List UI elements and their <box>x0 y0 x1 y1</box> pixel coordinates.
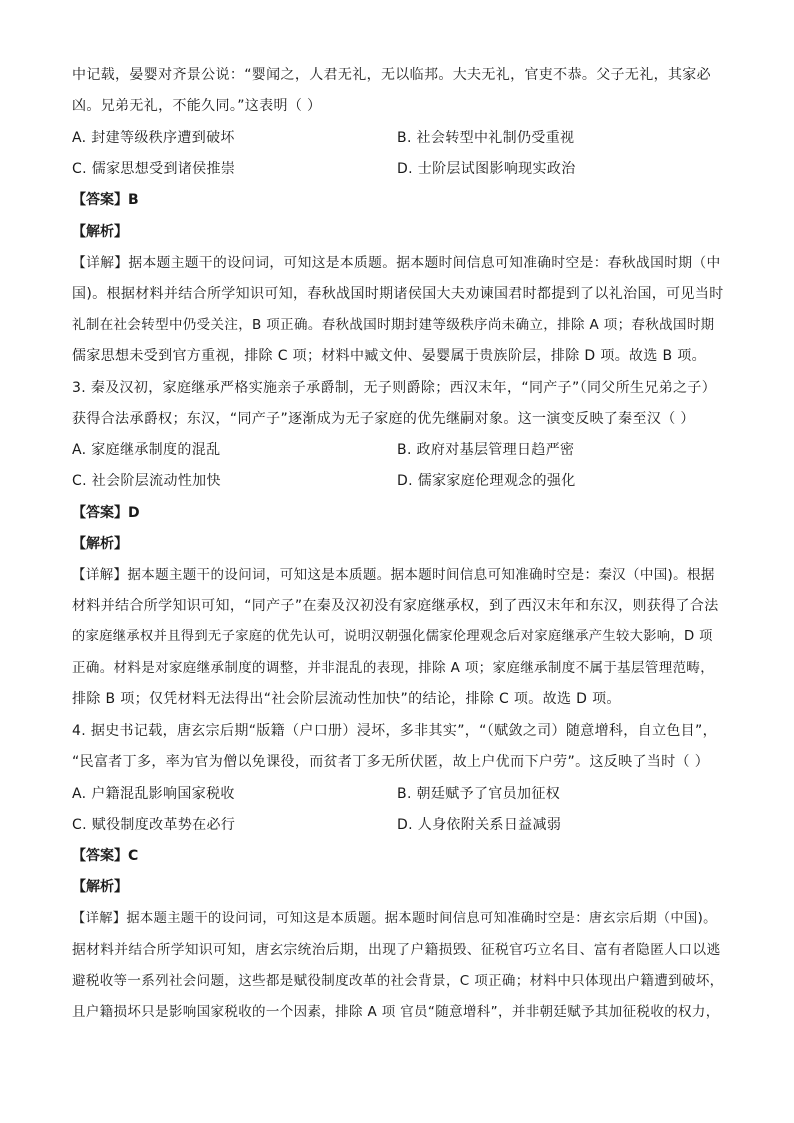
q3-detail-line-1: 【详解】据本题主题干的设问词，可知这是本质题。据本题时间信息可知准确时空是：秦汉（中国)。根据 <box>72 567 715 583</box>
q3-detail-line-3: 的家庭继承权并且得到无子家庭的优先认可，说明汉朝强化儒家伦理观念后对家庭继承产生较大影响，D 项 <box>72 629 713 644</box>
q2-detail-line-2: 国)。根据材料并结合所学知识可知，春秋战国时期诸侯国大夫劝谏国君时都提到了以礼治国，可见当时 <box>72 286 724 302</box>
q4-analysis-label: 【解析】 <box>72 879 128 895</box>
q4-stem-line-1: 4. 据史书记载，唐玄宗后期“版籍（户口册）浸坏，多非其实”，“（赋敛之司）随意增科，自立色目”， <box>72 723 717 739</box>
q4-option-d: D. 人身依附关系日益减弱 <box>397 817 562 833</box>
q2-option-a: A. 封建等级秩序遭到破坏 <box>72 130 235 146</box>
q4-detail-line-1: 【详解】据本题主题干的设问词，可知这是本质题。据本题时间信息可知准确时空是：唐玄宗后期（中国)。 <box>72 911 717 926</box>
q3-option-a: A. 家庭继承制度的混乱 <box>72 442 221 458</box>
q2-detail-line-4: 儒家思想未受到官方重视，排除 C 项；材料中臧文仲、晏婴属于贵族阶层，排除 D 项。故选 B 项。 <box>72 348 707 364</box>
q3-detail-line-4: 正确。材料是对家庭继承制度的调整，并非混乱的表现，排除 A 项；家庭继承制度不属于基层管理范畴， <box>72 660 715 676</box>
q3-stem-line-2: 获得合法承爵权；东汉，“同产子”逐渐成为无子家庭的优先继嗣对象。这一演变反映了秦至汉（ ） <box>72 411 695 427</box>
q4-stem-line-2: “民富者丁多，率为官为僧以免课役，而贫者丁多无所伏匿，故上户优而下户劳”。这反映了当时（ ） <box>72 754 710 770</box>
q2-stem-line-1: 中记载，晏婴对齐景公说：“婴闻之，人君无礼，无以临邦。大夫无礼，官吏不恭。父子无礼，其家必 <box>72 67 711 83</box>
q2-option-d: D. 士阶层试图影响现实政治 <box>397 161 576 177</box>
q2-option-b: B. 社会转型中礼制仍受重视 <box>397 130 575 146</box>
q3-option-c: C. 社会阶层流动性加快 <box>72 473 221 489</box>
q4-option-c: C. 赋役制度改革势在必行 <box>72 817 236 833</box>
q2-detail-line-1: 【详解】据本题主题干的设问词，可知这是本质题。据本题时间信息可知准确时空是：春秋战国时期（中 <box>72 255 721 271</box>
q4-option-a: A. 户籍混乱影响国家税收 <box>72 786 235 802</box>
q3-detail-line-2: 材料并结合所学知识可知，“同产子”在秦及汉初没有家庭继承权，到了西汉末年和东汉，则获得了合法 <box>72 598 719 614</box>
q4-detail-line-2: 据材料并结合所学知识可知，唐玄宗统治后期，出现了户籍损毁、征税官巧立名目、富有者隐匿人口以逃 <box>72 942 721 958</box>
q3-option-d: D. 儒家家庭伦理观念的强化 <box>397 473 576 489</box>
q3-analysis-label: 【解析】 <box>72 536 128 552</box>
q3-option-b: B. 政府对基层管理日趋严密 <box>397 442 575 458</box>
q4-detail-line-3: 避税收等一系列社会问题，这些都是赋役制度改革的社会背景，C 项正确；材料中只体现出户籍遭到破坏， <box>72 973 724 989</box>
q2-analysis-label: 【解析】 <box>72 224 128 240</box>
q2-answer: 【答案】B <box>72 192 139 208</box>
q4-option-b: B. 朝廷赋予了官员加征权 <box>397 786 561 802</box>
q2-option-c: C. 儒家思想受到诸侯推崇 <box>72 161 236 177</box>
q3-stem-line-1: 3. 秦及汉初，家庭继承严格实施亲子承爵制，无子则爵除；西汉末年，“同产子”（同父所生兄弟之子） <box>72 380 717 396</box>
q4-detail-line-4: 且户籍损坏只是影响国家税收的一个因素，排除 A 项 官员“随意增科”，并非朝廷赋予其加征税收的权力， <box>72 1004 720 1020</box>
q2-detail-line-3: 礼制在社会转型中仍受关注，B 项正确。春秋战国时期封建等级秩序尚未确立，排除 A 项；春秋战国时期 <box>72 317 715 333</box>
q4-answer: 【答案】C <box>72 848 139 864</box>
q3-detail-line-5: 排除 B 项；仅凭材料无法得出“社会阶层流动性加快”的结论，排除 C 项。故选 D 项。 <box>72 691 621 707</box>
q2-stem-line-2: 凶。兄弟无礼，不能久同。”这表明（ ） <box>72 98 322 114</box>
q3-answer: 【答案】D <box>72 505 140 521</box>
